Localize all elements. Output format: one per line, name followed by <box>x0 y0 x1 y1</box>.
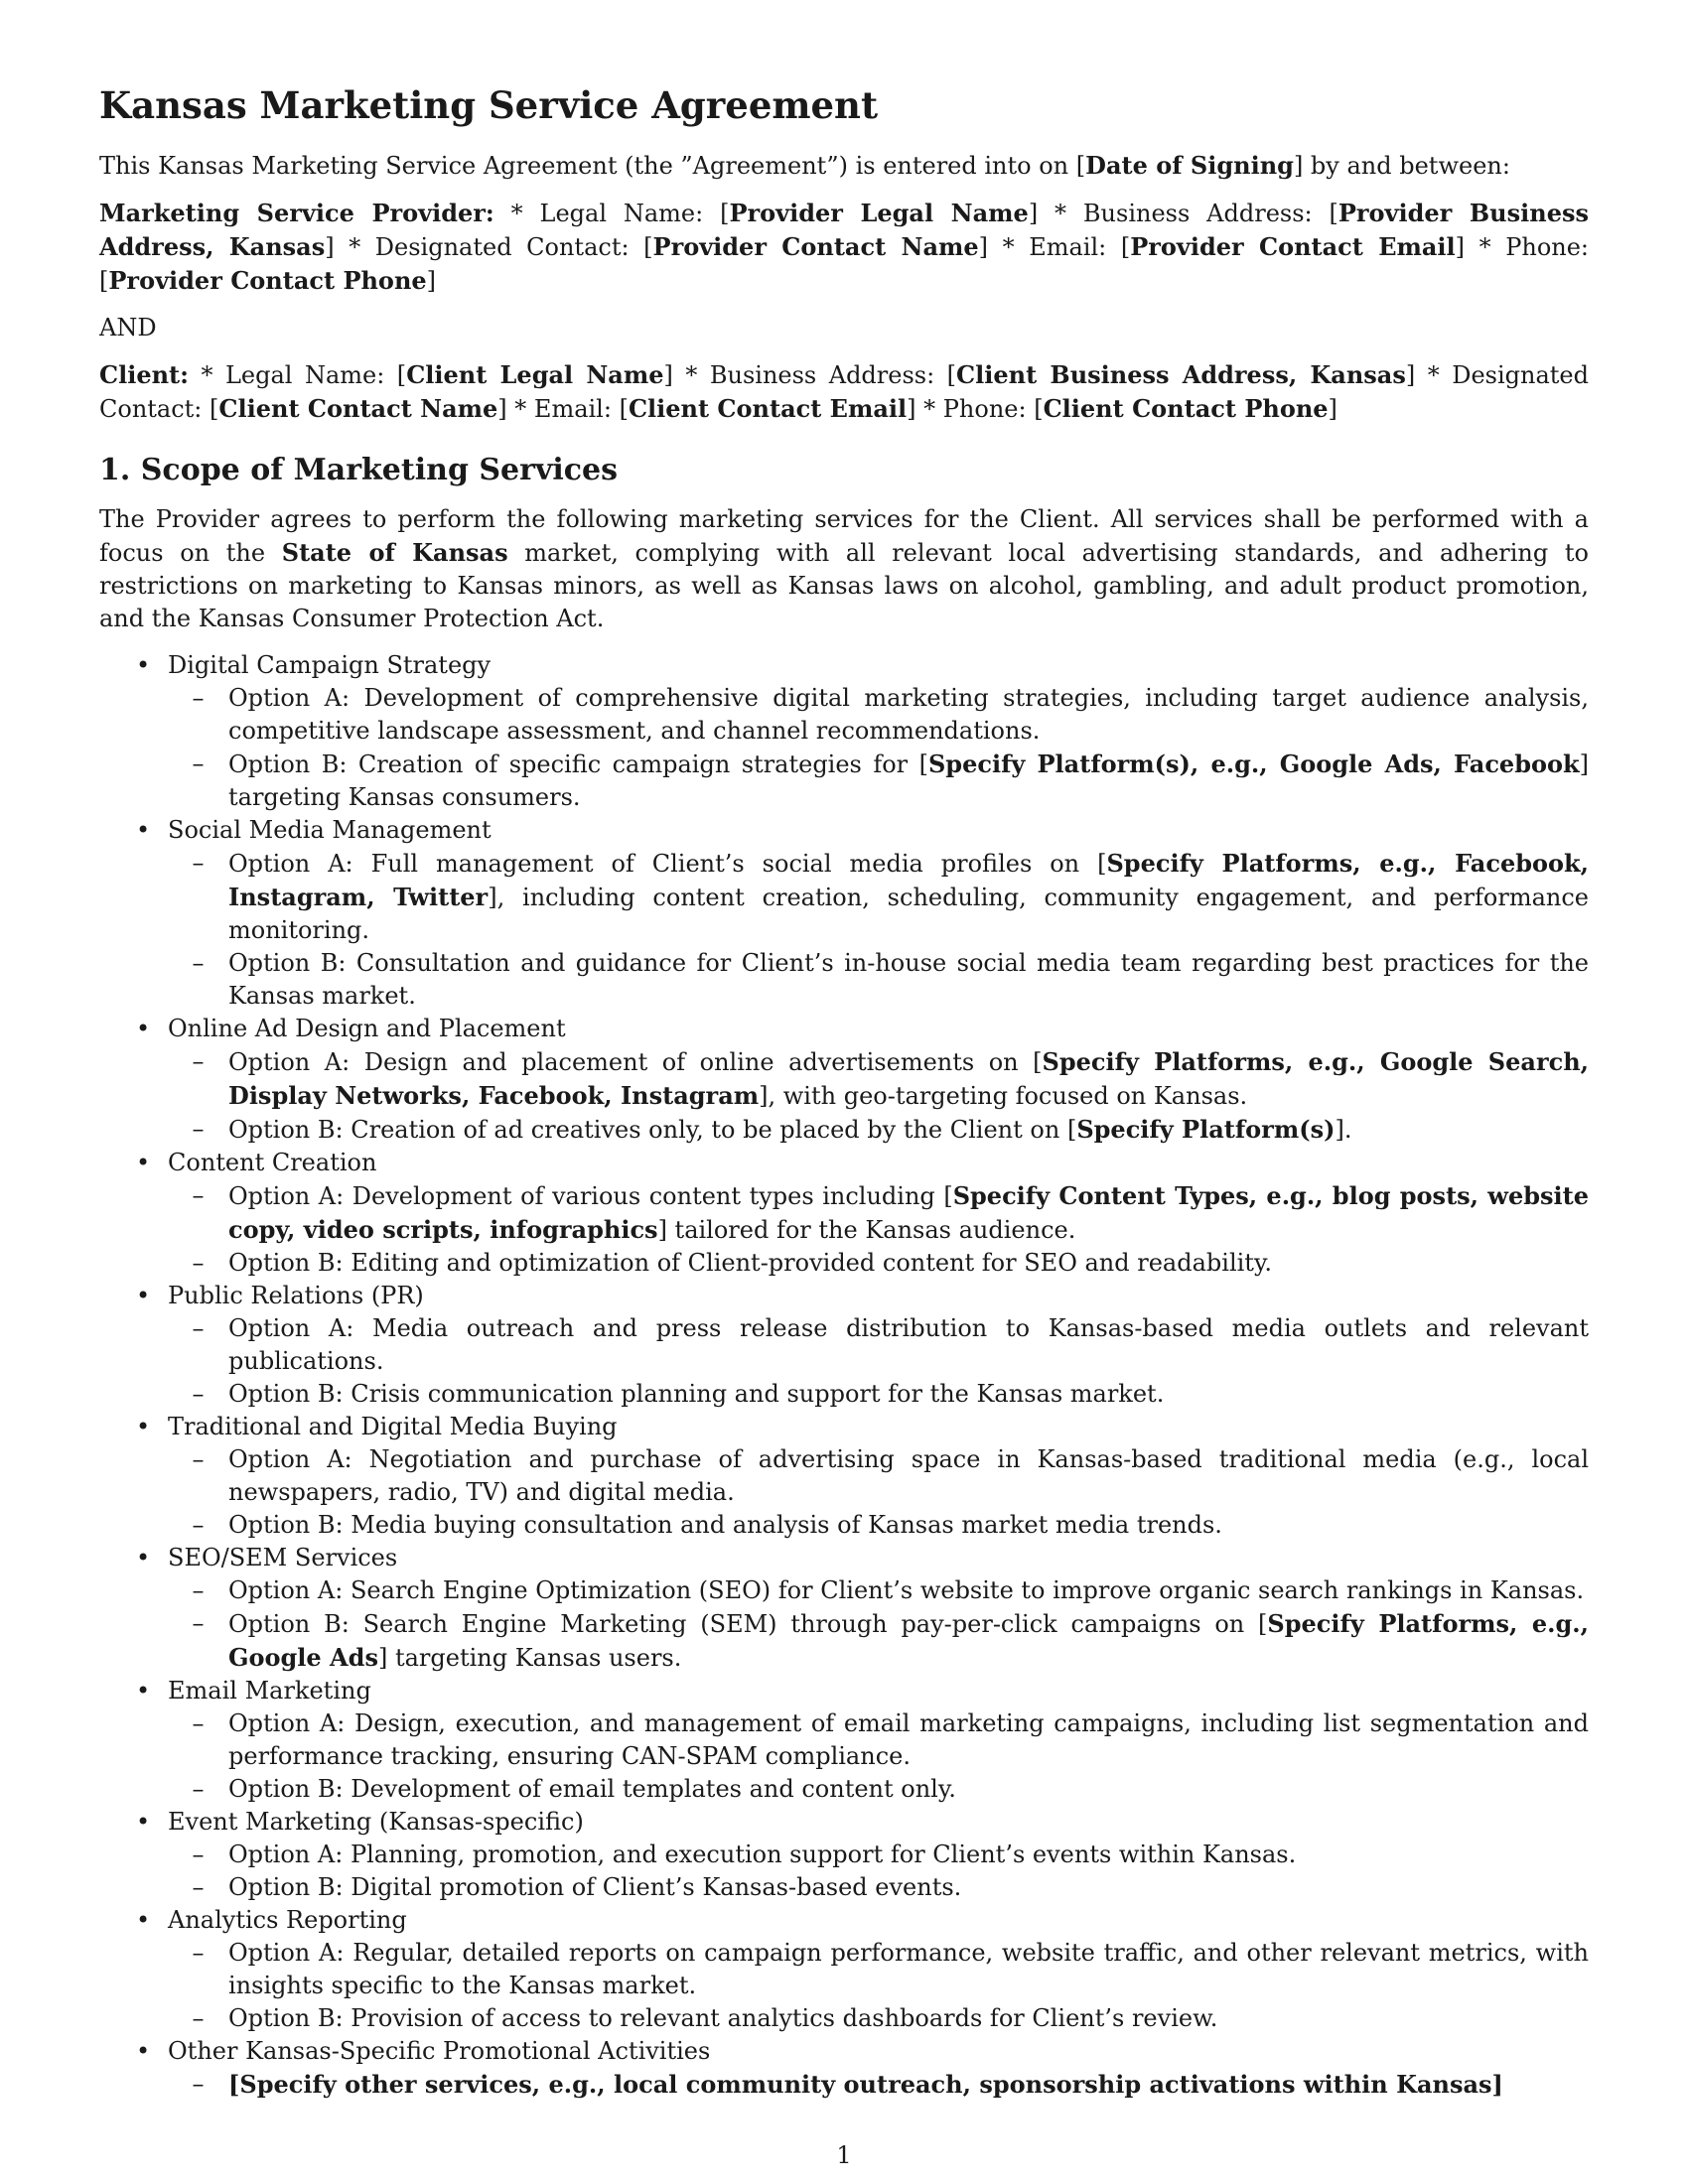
section-1-paragraph <box>99 503 1589 635</box>
and-separator: AND <box>99 314 157 341</box>
option-text: Option B: Development of email templates and content only. <box>228 1775 956 1803</box>
provider-close: ] <box>426 267 437 295</box>
option-text: Option A: Full management of Client’s social media profiles on [ <box>228 850 1107 878</box>
dash-icon: – <box>192 1709 205 1737</box>
service-option <box>168 1607 1589 1675</box>
provider-email-label: ] * Email: [ <box>978 233 1131 261</box>
service-item <box>99 814 1589 1013</box>
service-option <box>168 947 1589 1013</box>
bullet-icon: • <box>136 816 151 844</box>
intro-text-after: ] by and between: <box>1293 152 1510 180</box>
client-contact: Client Contact Name <box>218 394 498 423</box>
bullet-icon: • <box>136 1015 151 1042</box>
option-text: Option A: Regular, detailed reports on campaign performance, website traffic, and other relevant metrics, with insights specific to the Kansas market. <box>228 1939 1589 1999</box>
option-text-after: ]. <box>1335 1116 1352 1144</box>
provider-phone: Provider Contact Phone <box>108 266 427 295</box>
option-text: Option B: Media buying consultation and analysis of Kansas market media trends. <box>228 1511 1222 1539</box>
option-text: Option A: Planning, promotion, and execution support for Client’s events within Kansas. <box>228 1841 1297 1868</box>
dash-icon: – <box>192 1380 205 1408</box>
dash-icon: – <box>192 1115 205 1143</box>
service-option <box>168 1707 1589 1773</box>
service-option <box>168 2002 1589 2035</box>
service-options-list <box>168 1179 1589 1280</box>
option-text: Option B: Provision of access to relevant analytics dashboards for Client’s review. <box>228 2004 1218 2032</box>
date-of-signing-placeholder: Date of Signing <box>1085 151 1294 180</box>
dash-icon: – <box>192 1047 205 1075</box>
option-text-after: ], with geo-targeting focused on Kansas. <box>759 1082 1248 1110</box>
dash-icon: – <box>192 2004 205 2032</box>
provider-legal-name: Provider Legal Name <box>729 199 1029 227</box>
dash-icon: – <box>192 1939 205 1967</box>
service-option <box>168 1871 1589 1904</box>
option-text: Option B: Creation of specific campaign strategies for [ <box>228 751 928 778</box>
dash-icon: – <box>192 1181 205 1209</box>
intro-text-before: This Kansas Marketing Service Agreement (the ”Agreement”) is entered into on [ <box>99 152 1086 180</box>
client-heading: Client: <box>99 360 189 389</box>
dash-icon: – <box>192 1445 205 1473</box>
option-text: Option B: Creation of ad creatives only, to be placed by the Client on [ <box>228 1116 1077 1144</box>
bullet-icon: • <box>136 1413 151 1440</box>
page-number: 1 <box>836 2141 852 2169</box>
service-options-list <box>168 1937 1589 2035</box>
dash-icon: – <box>192 1609 205 1637</box>
option-placeholder: Specify Platform(s), e.g., Google Ads, Facebook <box>927 750 1580 778</box>
dash-icon: – <box>192 949 205 977</box>
service-option <box>168 748 1589 814</box>
option-text-after: ], including content creation, scheduling, community engagement, and performance monitoring. <box>228 884 1589 944</box>
service-item <box>99 2035 1589 2102</box>
service-option <box>168 2068 1589 2102</box>
bullet-icon: • <box>136 1906 151 1934</box>
option-text: Option A: Design and placement of online advertisements on [ <box>228 1048 1043 1076</box>
state-of-kansas-emphasis: State of Kansas <box>281 538 508 567</box>
option-placeholder: Specify Platforms, e.g., Google Search, Display Networks, Facebook, Instagram <box>228 1047 1590 1110</box>
services-list <box>99 649 1589 2102</box>
option-text: Option B: Editing and optimization of Client-provided content for SEO and readability. <box>228 1249 1272 1277</box>
option-placeholder: Specify Platform(s) <box>1076 1115 1336 1144</box>
dash-icon: – <box>192 684 205 712</box>
client-block <box>99 358 1589 426</box>
service-item <box>99 1280 1589 1411</box>
option-text: Option B: Digital promotion of Client’s Kansas-based events. <box>228 1873 962 1901</box>
client-close: ] <box>1328 395 1337 423</box>
option-placeholder: Specify Content Types, e.g., blog posts, website copy, video scripts, infographics <box>228 1181 1589 1244</box>
bullet-icon: • <box>136 1808 151 1836</box>
dash-icon: – <box>192 1511 205 1539</box>
option-text: Option A: Negotiation and purchase of advertising space in Kansas-based traditional media (e.g., local newspapers, radio, TV) and digital media. <box>228 1445 1589 1506</box>
service-name: Traditional and Digital Media Buying <box>168 1413 618 1440</box>
service-options-list <box>168 1045 1589 1147</box>
option-text: Option A: Development of comprehensive digital marketing strategies, including target audience analysis, competitive landscape assessment, and channel recommendations. <box>228 684 1589 745</box>
option-text: Option B: Consultation and guidance for Client’s in-house social media team regarding best practices for the Kansas market. <box>228 949 1589 1010</box>
bullet-icon: • <box>136 2037 151 2065</box>
service-item <box>99 1411 1589 1542</box>
client-address: Client Business Address, Kansas <box>956 360 1406 389</box>
service-item <box>99 1013 1589 1147</box>
service-options-list <box>168 1707 1589 1806</box>
section-1-text-before: The Provider agrees to perform the following marketing services for the Client. All services shall be performed with a focus on the <box>99 505 1589 567</box>
service-option <box>168 1179 1589 1247</box>
service-option <box>168 1937 1589 2002</box>
service-option <box>168 1045 1589 1113</box>
provider-email: Provider Contact Email <box>1130 232 1456 261</box>
service-option <box>168 1773 1589 1806</box>
option-placeholder: [Specify other services, e.g., local community outreach, sponsorship activations within Kansas] <box>228 2070 1503 2099</box>
service-name: SEO/SEM Services <box>168 1544 398 1571</box>
client-email-label: ] * Email: [ <box>497 395 629 423</box>
bullet-icon: • <box>136 1677 151 1705</box>
service-name: Other Kansas-Specific Promotional Activities <box>168 2037 711 2065</box>
option-text-after: ] targeting Kansas consumers. <box>228 751 1590 811</box>
option-text-after: ] targeting Kansas users. <box>377 1644 682 1672</box>
dash-icon: – <box>192 750 205 777</box>
service-name: Analytics Reporting <box>168 1906 407 1934</box>
option-text-after: ] tailored for the Kansas audience. <box>657 1216 1076 1244</box>
service-options-list <box>168 1312 1589 1411</box>
service-options-list <box>168 1574 1589 1675</box>
option-text: Option B: Search Engine Marketing (SEM) through pay-per-click campaigns on [ <box>228 1610 1268 1638</box>
section-1-text-after: market, complying with all relevant local advertising standards, and adhering to restrictions on marketing to Kansas minors, as well as Kansas laws on alcohol, gambling, and adult product promotion, and the Kansas Consumer Protection Act. <box>99 539 1589 632</box>
bullet-icon: • <box>136 1282 151 1309</box>
dash-icon: – <box>192 849 205 877</box>
client-contact-label: ] * Designated Contact: [ <box>99 361 1589 423</box>
dash-icon: – <box>192 1576 205 1604</box>
service-option <box>168 1312 1589 1378</box>
client-phone-label: ] * Phone: [ <box>907 395 1044 423</box>
dash-icon: – <box>192 1314 205 1342</box>
service-option <box>168 1247 1589 1280</box>
service-options-list <box>168 1839 1589 1904</box>
bullet-icon: • <box>136 651 151 679</box>
dash-icon: – <box>192 1775 205 1803</box>
provider-contact: Provider Contact Name <box>652 232 979 261</box>
service-options-list <box>168 1443 1589 1542</box>
dash-icon: – <box>192 1249 205 1277</box>
service-item <box>99 1675 1589 1806</box>
section-1-heading: 1. Scope of Marketing Services <box>99 453 619 487</box>
dash-icon: – <box>192 1873 205 1901</box>
provider-legal-name-label: * Legal Name: [ <box>493 200 730 227</box>
option-placeholder: Specify Platforms, e.g., Google Ads <box>228 1609 1590 1672</box>
service-item <box>99 1542 1589 1675</box>
option-text: Option A: Design, execution, and management of email marketing campaigns, including list segmentation and performance tracking, ensuring CAN-SPAM compliance. <box>228 1709 1589 1770</box>
service-name: Email Marketing <box>168 1677 371 1705</box>
option-text: Option A: Media outreach and press release distribution to Kansas-based media outlets and relevant publications. <box>228 1314 1589 1375</box>
client-phone: Client Contact Phone <box>1043 394 1329 423</box>
service-name: Content Creation <box>168 1149 377 1176</box>
client-address-label: ] * Business Address: [ <box>663 361 957 389</box>
bullet-icon: • <box>136 1149 151 1176</box>
service-options-list <box>168 2068 1589 2102</box>
provider-address: Provider Business Address, Kansas <box>99 199 1589 261</box>
option-text: Option A: Search Engine Optimization (SEO) for Client’s website to improve organic search rankings in Kansas. <box>228 1576 1585 1604</box>
service-option <box>168 847 1589 947</box>
service-name: Digital Campaign Strategy <box>168 651 492 679</box>
service-option <box>168 682 1589 748</box>
service-item <box>99 1147 1589 1280</box>
service-item <box>99 649 1589 814</box>
service-name: Online Ad Design and Placement <box>168 1015 566 1042</box>
service-options-list <box>168 682 1589 814</box>
provider-address-label: ] * Business Address: [ <box>1028 200 1338 227</box>
service-option <box>168 1113 1589 1147</box>
provider-contact-label: ] * Designated Contact: [ <box>325 233 653 261</box>
option-text: Option B: Crisis communication planning and support for the Kansas market. <box>228 1380 1165 1408</box>
service-options-list <box>168 847 1589 1013</box>
service-name: Public Relations (PR) <box>168 1282 424 1309</box>
document-content <box>99 83 1589 2102</box>
service-option <box>168 1839 1589 1871</box>
document-title: Kansas Marketing Service Agreement <box>99 83 879 127</box>
service-name: Social Media Management <box>168 816 492 844</box>
dash-icon: – <box>192 1841 205 1868</box>
service-name: Event Marketing (Kansas-specific) <box>168 1808 584 1836</box>
option-placeholder: Specify Platforms, e.g., Facebook, Instagram, Twitter <box>228 849 1590 911</box>
client-legal-name: Client Legal Name <box>406 360 664 389</box>
service-item <box>99 1806 1589 1904</box>
option-text: Option A: Development of various content types including [ <box>228 1182 953 1210</box>
client-email: Client Contact Email <box>628 394 908 423</box>
dash-icon: – <box>192 2070 205 2098</box>
service-option <box>168 1509 1589 1542</box>
intro-paragraph <box>99 149 1589 183</box>
provider-phone-label: ] * Phone: [ <box>99 233 1590 295</box>
provider-block <box>99 197 1589 298</box>
provider-heading: Marketing Service Provider: <box>99 199 494 227</box>
service-option <box>168 1443 1589 1509</box>
service-option <box>168 1378 1589 1411</box>
bullet-icon: • <box>136 1544 151 1571</box>
service-item <box>99 1904 1589 2035</box>
service-option <box>168 1574 1589 1607</box>
client-legal-name-label: * Legal Name: [ <box>189 361 407 389</box>
